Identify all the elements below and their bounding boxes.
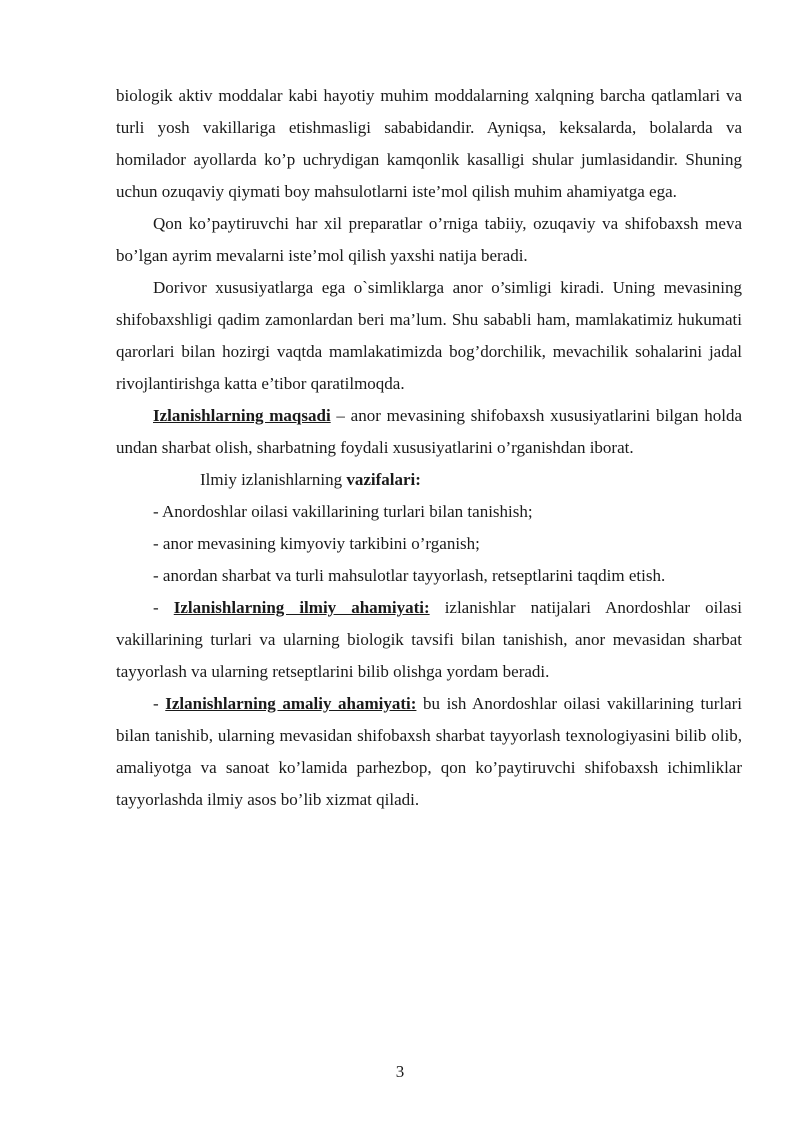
paragraph-research-aim [116,400,742,464]
paragraph-blood-preparations: Qon ko’paytiruvchi har xil preparatlar o’rniga tabiiy, ozuqaviy va shifobaxsh meva bo’lgan ayrim mevalarni iste’mol qilish yaxshi natija beradi. [116,214,742,265]
practical-dash: - [153,694,166,713]
practical-significance-text: bu ish Anordoshlar oilasi vakillarining turlari bilan tanishib, ularning mevasidan shifobaxsh sharbat tayyorlash texnologiyasini bilib olib, amaliyotga va sanoat ko’lamida parhezbop, qon ko’paytiruvchi shifobaxsh ichimliklar tayyorlashda ilmiy asos bo’lib xizmat qiladi. [116,694,743,809]
task-item-1: - Anordoshlar oilasi vakillarining turlari bilan tanishish; [153,502,533,521]
paragraph-intro: biologik aktiv moddalar kabi hayotiy muhim moddalarning xalqning barcha qatlamlari va turli yosh vakillariga etishmasligi sababidandir. Ayniqsa, keksalarda, bolalarda va homilador ayollarda ko’p uchrydigan kamqonlik kasalligi shular jumlasidandir. Shuning uchun ozuqaviy qiymati boy mahsulotlarni iste’mol qilish muhim ahamiyatga ega. [116,86,742,201]
document-body [116,80,742,816]
tasks-intro: Ilmiy izlanishlarning [200,470,347,489]
tasks-label: vazifalari: [346,470,421,489]
paragraph-practical-significance [116,688,742,816]
research-aim-label: Izlanishlarning maqsadi [153,406,331,425]
paragraph-medicinal-plants: Dorivor xususiyatlarga ega o`simliklarga anor o’simligi kiradi. Uning mevasining shifobaxshligi qadim zamonlardan beri ma’lum. Shu sababli ham, mamlakatimiz hukumati qarorlari bilan hozirgi vaqtda mamlakatimizda bog’dorchilik, mevachilik sohalarini jadal rivojlantirishga katta e’tibor qaratilmoqda. [116,278,742,393]
scientific-significance-label: Izlanishlarning ilmiy ahamiyati: [173,598,430,617]
page-number: 3 [395,1062,405,1081]
task-item-3: - anordan sharbat va turli mahsulotlar tayyorlash, retseptlarini taqdim etish. [153,566,666,585]
research-aim-text: – anor mevasining shifobaxsh xususiyatlarini bilgan holda undan sharbat olish, sharbatning foydali xususiyatlarini o’rganishdan iborat. [116,406,742,457]
scientific-dash: - [153,598,174,617]
paragraph-scientific-significance [116,592,742,688]
practical-significance-label: Izlanishlarning amaliy ahamiyati: [165,694,417,713]
scientific-significance-text: izlanishlar natijalari Anordoshlar oilasi vakillarining turlari va ularning biologik tavsifi bilan tanishish, anor mevasidan sharbat tayyorlash va ularning retseptlarini bilib olishga yordam beradi. [116,598,742,681]
task-item-2: - anor mevasining kimyoviy tarkibini o’rganish; [153,534,480,553]
paragraph-tasks-heading [116,464,742,496]
